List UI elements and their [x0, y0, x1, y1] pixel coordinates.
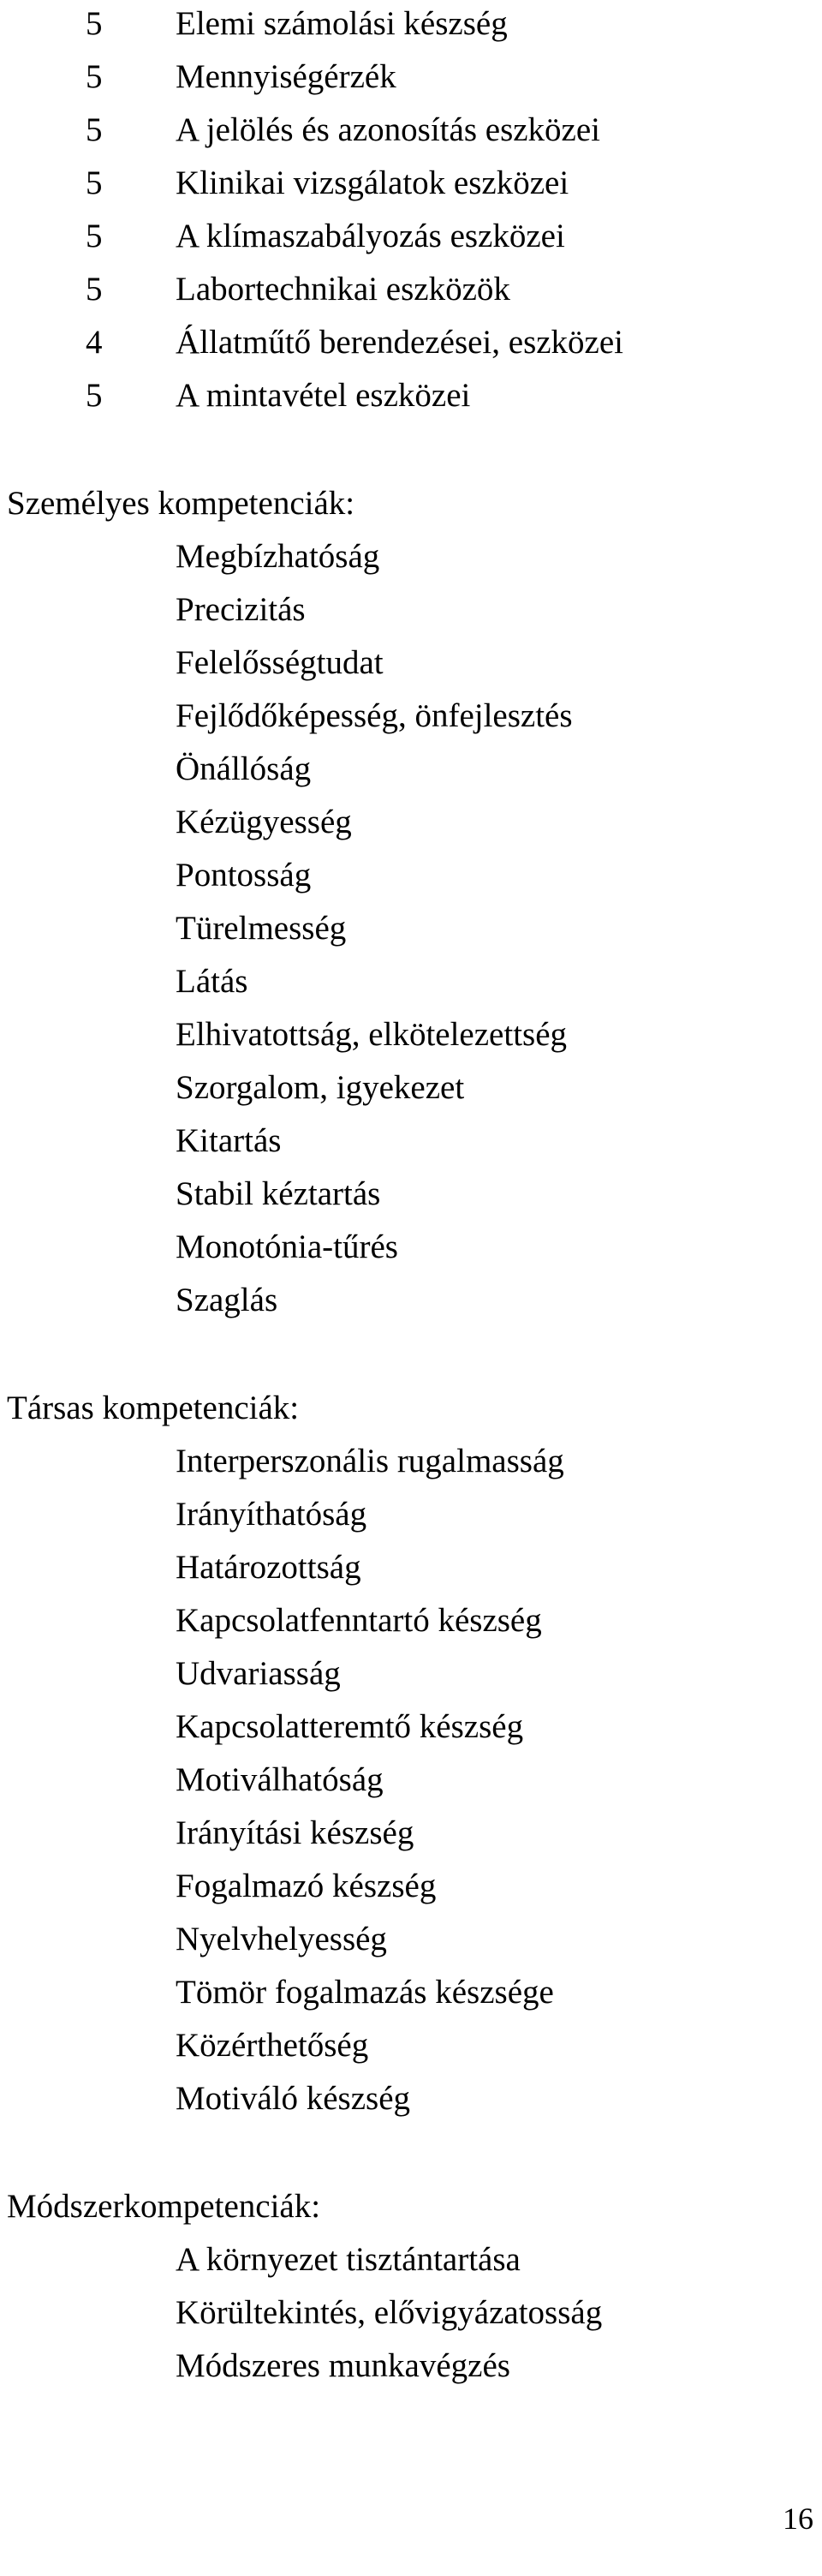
tool-label: A klímaszabályozás eszközei [176, 218, 565, 254]
tool-score: 5 [86, 271, 103, 308]
tool-label: Klinikai vizsgálatok eszközei [176, 164, 569, 201]
tool-label: Elemi számolási készség [176, 5, 508, 42]
tool-score: 5 [86, 164, 103, 201]
tool-label: Mennyiségérzék [176, 58, 396, 95]
tool-label: A jelölés és azonosítás eszközei [176, 111, 601, 148]
tool-label: Állatműtő berendezései, eszközei [176, 324, 624, 361]
tool-label: Labortechnikai eszközök [176, 271, 510, 308]
tool-score: 5 [86, 218, 103, 254]
tool-score: 5 [86, 111, 103, 148]
tool-score: 5 [86, 377, 103, 414]
document-page: 5 Elemi számolási készség 5 Mennyiségérzék 5 A jelölés és azonosítás eszközei 5 Klinikai vizsgálatok eszközei 5 A klímaszabályozás eszközei 5 Labortechnikai eszközök 4 Állatműtő berendezései, eszközei 5 A mintavétel eszközei Személyes kompetenciák: Megbízhatóság Precizitás Felelősségtudat Fejlődőképesség, önfejlesztés Önállóság Kézügyesség Pontosság Türelmesség Látás Elhivatottság, elkötelezettség Szorgalom, igyekezet Kitartás Stabil kéztartás Monotónia-tűrés Szaglás Társas kompetenciák: Interperszonális rugalmasság Irányíthatóság Határozottság Kapcsolatfenntartó készség Udvariasság Kapcsolatteremtő készség Motiválhatóság Irányítási készség Fogalmazó készség Nyelvhelyesség Tömör fogalmazás készsége Közérthetőség Motiváló készség Módszerkompetenciák: A környezet tisztántartása Körültekintés, elővigyázatosság Módszeres munkavégzés 16 [7, 5, 813, 2536]
tool-score: 4 [86, 324, 103, 361]
tool-score: 5 [86, 58, 103, 95]
tool-score: 5 [86, 5, 103, 42]
page-number: 16 [783, 2501, 813, 2536]
tool-label: A mintavétel eszközei [176, 377, 471, 414]
